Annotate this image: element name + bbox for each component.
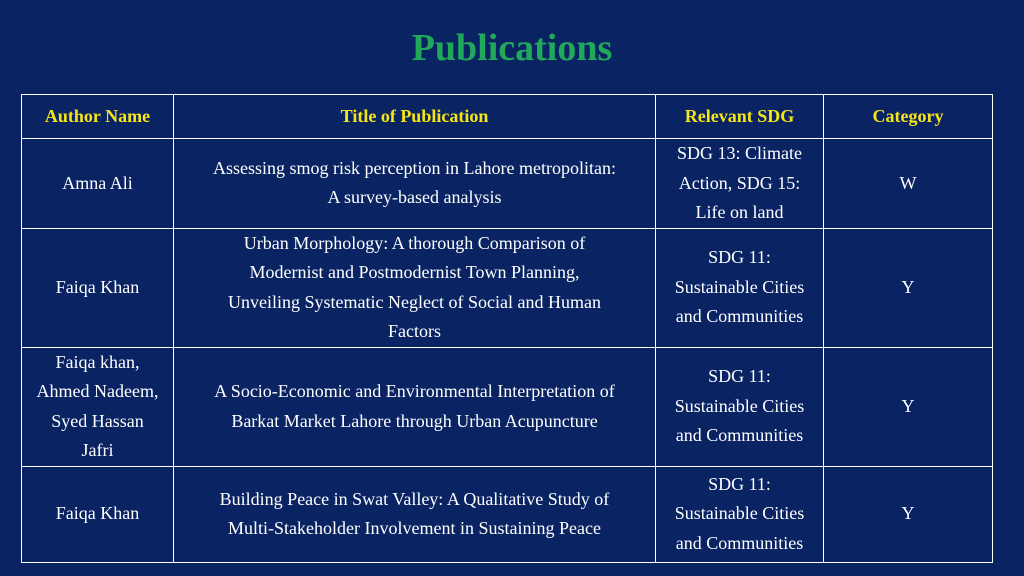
publication-title-cell [174,228,656,347]
sdg-line: SDG 11: [708,247,771,268]
table-row [22,347,993,466]
category-cell: Y [824,466,993,562]
sdg-cell [656,466,824,562]
sdg-line: Action, SDG 15: [678,172,801,193]
author-line: Syed Hassan [51,410,144,431]
table-row [22,228,993,347]
author-line: Amna Ali [62,172,133,193]
title-line: Urban Morphology: A thorough Comparison of [243,232,586,253]
title-line: A Socio-Economic and Environmental Interpretation of [214,381,615,401]
sdg-line: and Communities [675,532,804,553]
title-line: Barkat Market Lahore through Urban Acupuncture [231,410,598,431]
column-header-sdg: Relevant SDG [656,95,824,139]
page-title: Publications [411,27,613,69]
sdg-line: SDG 11: [708,366,771,387]
author-line: Jafri [81,440,114,460]
author-cell [22,139,174,229]
sdg-line: Sustainable Cities [674,276,805,297]
sdg-line: Sustainable Cities [674,395,805,416]
publication-title-cell [174,466,656,562]
sdg-line: SDG 13: Climate [677,143,802,163]
title-line: A survey-based analysis [327,187,502,208]
sdg-cell [656,139,824,229]
sdg-line: SDG 11: [708,473,771,494]
title-line: Building Peace in Swat Valley: A Qualitative Study of [219,488,610,509]
sdg-line: and Communities [675,306,804,327]
title-line: Multi-Stakeholder Involvement in Sustaining Peace [228,518,601,538]
category-cell: W [824,139,993,229]
title-line: Unveiling Systematic Neglect of Social and Human [228,291,601,312]
table-header-row [22,95,993,139]
sdg-cell [656,347,824,466]
category-cell: Y [824,228,993,347]
publication-title-cell [174,347,656,466]
column-header-category: Category [824,95,993,139]
table-row [22,466,993,562]
column-header-author: Author Name [22,95,174,139]
title-line: Assessing smog risk perception in Lahore metropolitan: [213,157,616,178]
author-line: Ahmed Nadeem, [36,381,159,401]
sdg-line: and Communities [675,425,804,446]
table-row [22,139,993,229]
column-header-title: Title of Publication [174,95,656,139]
author-cell [22,466,174,562]
publication-title-cell [174,139,656,229]
author-line: Faiqa Khan [55,276,140,297]
author-line: Faiqa khan, [55,351,140,372]
author-line: Faiqa Khan [55,503,140,524]
category-cell: Y [824,347,993,466]
sdg-line: Life on land [695,202,784,222]
publications-table [21,94,993,563]
sdg-line: Sustainable Cities [674,503,805,524]
title-line: Factors [388,321,441,341]
author-cell [22,347,174,466]
sdg-cell [656,228,824,347]
author-cell [22,228,174,347]
title-line: Modernist and Postmodernist Town Planning, [249,262,580,282]
